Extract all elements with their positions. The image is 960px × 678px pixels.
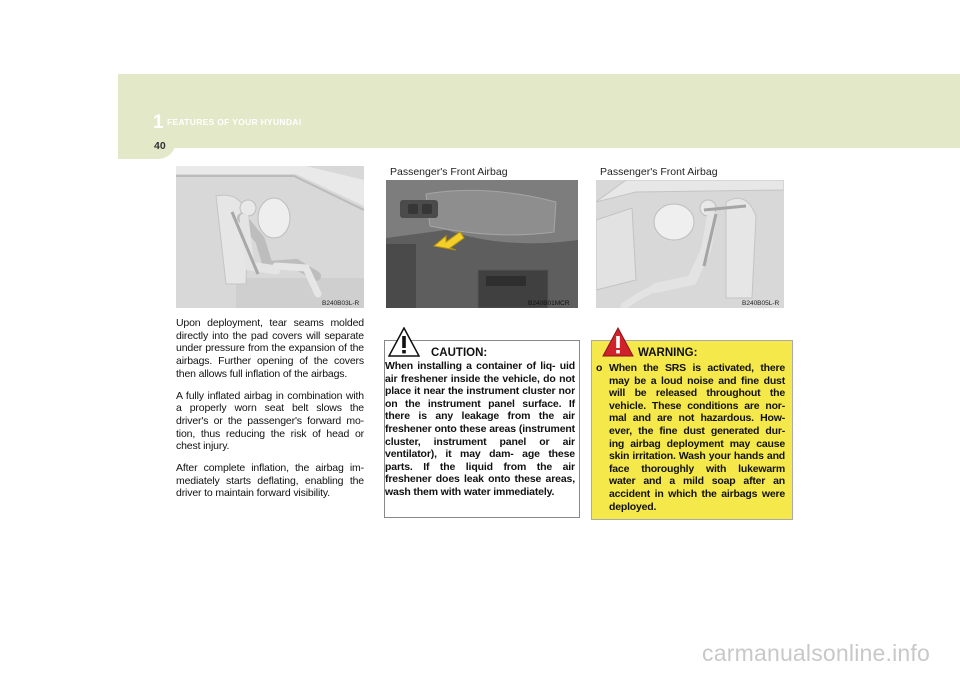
page-number: 40: [154, 140, 166, 152]
watermark-text: carmanualsonline.info: [702, 640, 930, 666]
figure-caption: Passenger's Front Airbag: [390, 166, 508, 178]
page-tab: [118, 134, 176, 159]
chapter-title: FEATURES OF YOUR HYUNDAI: [167, 117, 302, 127]
body-text: [176, 317, 364, 509]
figure-caption: Passenger's Front Airbag: [600, 166, 718, 178]
driver-airbag-illustration: [176, 166, 364, 308]
caution-triangle-icon: [388, 327, 420, 357]
warning-triangle-icon: [602, 327, 634, 357]
figure-code: B240B01MCR: [528, 300, 570, 307]
warning-bullet: o: [596, 362, 603, 374]
paragraph: After complete inflation, the airbag im- mediately starts deflating, enabling the driver to maintain forward visibility.: [176, 462, 364, 500]
caution-title: CAUTION:: [431, 347, 488, 359]
warning-text: When the SRS is activated, there may be a loud noise and fine dust will be released throughout the vehicle. These conditions are nor- mal and are not hazardous. How- ever, the fine dust generated dur- ing airbag deployment may cause skin irritation. Wash your hands and face thoroughly with lukewarm water and a mild soap after an accident in which the airbags were deployed.: [609, 362, 785, 513]
paragraph: Upon deployment, tear seams molded directly into the pad covers will separate under pressure from the expansion of the airbags. Further opening of the covers then allows full inflation of the airbags.: [176, 317, 364, 380]
warning-title: WARNING:: [638, 347, 698, 359]
caution-text: When installing a container of liq- uid air freshener inside the vehicle, do not place it near the instrument cluster nor on the instrument panel surface. If there is any leakage from the air freshener onto these areas (instrument cluster, instrument panel or air ventilator), it may dam- age these parts. If the liquid from the air freshener does leak onto these areas, wash them with water immediately.: [385, 360, 575, 498]
passenger-airbag-illustration: [596, 180, 784, 308]
dashboard-airbag-photo: [386, 180, 578, 308]
watermark: [0, 640, 960, 667]
chapter-number: 1: [153, 112, 164, 133]
figure-code: B240B03L-R: [322, 300, 360, 307]
header-band: [118, 74, 960, 148]
figure-code: B240B05L-R: [742, 300, 780, 307]
paragraph: A fully inflated airbag in combination with a properly worn seat belt slows the driver's or the passenger's forward mo- tion, thus reducing the risk of head or chest injury.: [176, 389, 364, 453]
